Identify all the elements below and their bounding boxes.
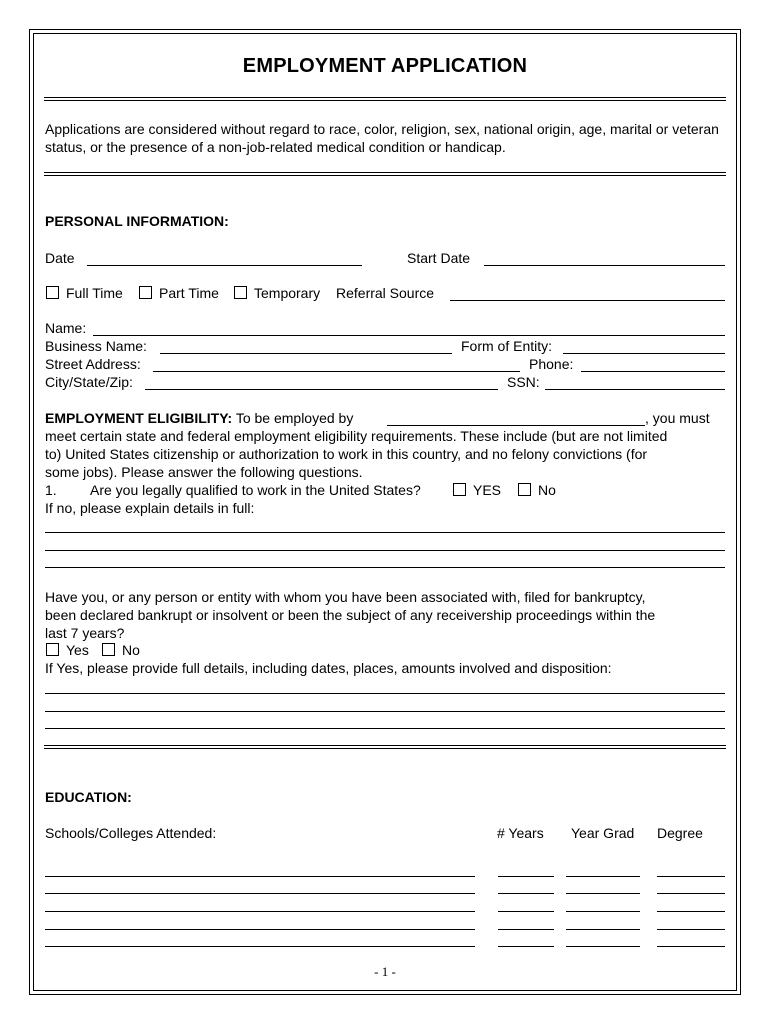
school-name-field[interactable]	[45, 946, 475, 947]
referral-source-label: Referral Source	[336, 285, 435, 301]
work-eligibility-no-checkbox[interactable]	[518, 483, 531, 496]
full-time-label: Full Time	[66, 285, 123, 301]
phone-label: Phone:	[529, 356, 574, 372]
employer-name-field[interactable]	[387, 425, 645, 426]
bankruptcy-no-checkbox[interactable]	[102, 643, 115, 656]
divider	[44, 172, 726, 176]
form-of-entity-label: Form of Entity:	[461, 338, 553, 354]
degree-field[interactable]	[657, 946, 725, 947]
bankruptcy-details-line[interactable]	[45, 711, 725, 712]
page-title: EMPLOYMENT APPLICATION	[242, 55, 528, 77]
explain-line[interactable]	[45, 567, 725, 568]
work-eligibility-no-label: No	[538, 482, 556, 498]
street-address-label: Street Address:	[45, 356, 141, 372]
education-heading: EDUCATION:	[45, 789, 132, 805]
years-field[interactable]	[498, 911, 554, 912]
eligibility-line-4: some jobs). Please answer the following questions.	[45, 464, 363, 480]
page-number: - 1 -	[374, 964, 396, 979]
year-grad-field[interactable]	[566, 929, 640, 930]
question-1-number: 1.	[45, 482, 57, 498]
year-grad-field[interactable]	[566, 911, 640, 912]
schools-attended-label: Schools/Colleges Attended:	[45, 825, 217, 841]
years-label: # Years	[497, 825, 544, 841]
divider	[44, 97, 726, 101]
part-time-checkbox[interactable]	[139, 286, 152, 299]
bankruptcy-line-1: Have you, or any person or entity with whom you have been associated with, filed for bankruptcy,	[45, 589, 646, 605]
degree-label: Degree	[657, 825, 703, 841]
eligibility-heading: EMPLOYMENT ELIGIBILITY:	[45, 410, 233, 426]
form-of-entity-field[interactable]	[563, 353, 725, 354]
eligibility-intro: To be employed by	[235, 410, 354, 426]
name-label: Name:	[45, 320, 87, 336]
eligibility-you-must: , you must	[645, 410, 710, 426]
year-grad-field[interactable]	[566, 946, 640, 947]
year-grad-label: Year Grad	[571, 825, 635, 841]
degree-field[interactable]	[657, 876, 725, 877]
bankruptcy-details-line[interactable]	[45, 728, 725, 729]
explain-line[interactable]	[45, 532, 725, 533]
explain-label: If no, please explain details in full:	[45, 500, 255, 516]
city-state-zip-label: City/State/Zip:	[45, 374, 133, 390]
temporary-label: Temporary	[254, 285, 321, 301]
bankruptcy-line-2: been declared bankrupt or insolvent or been the subject of any receivership proceedings within the	[45, 607, 656, 623]
street-address-field[interactable]	[153, 371, 520, 372]
bankruptcy-line-3: last 7 years?	[45, 625, 125, 641]
referral-source-field[interactable]	[450, 300, 725, 301]
date-field[interactable]	[87, 265, 362, 266]
eligibility-line-1	[45, 410, 353, 427]
bankruptcy-no-label: No	[122, 642, 140, 658]
bankruptcy-yes-checkbox[interactable]	[46, 643, 59, 656]
eligibility-line-3: to) United States citizenship or authorization to work in this country, and no felony convictions (for	[45, 446, 648, 462]
years-field[interactable]	[498, 946, 554, 947]
phone-field[interactable]	[581, 371, 725, 372]
school-name-field[interactable]	[45, 893, 475, 894]
personal-heading: PERSONAL INFORMATION:	[45, 213, 229, 229]
city-state-zip-field[interactable]	[145, 389, 498, 390]
explain-line[interactable]	[45, 550, 725, 551]
degree-field[interactable]	[657, 929, 725, 930]
ssn-label: SSN:	[507, 374, 540, 390]
bankruptcy-details-label: If Yes, please provide full details, including dates, places, amounts involved and disposition:	[45, 660, 612, 676]
years-field[interactable]	[498, 876, 554, 877]
business-name-label: Business Name:	[45, 338, 147, 354]
school-name-field[interactable]	[45, 876, 475, 877]
bankruptcy-yes-label: Yes	[66, 642, 89, 658]
start-date-field[interactable]	[484, 265, 725, 266]
degree-field[interactable]	[657, 911, 725, 912]
work-eligibility-yes-label: YES	[473, 482, 502, 498]
bankruptcy-details-line[interactable]	[45, 693, 725, 694]
intro-text: Applications are considered without regard to race, color, religion, sex, national origin, age, marital or veteran status, or the presence of a non-job-related medical condition or handicap.	[45, 121, 719, 155]
temporary-checkbox[interactable]	[234, 286, 247, 299]
divider	[44, 745, 726, 749]
part-time-label: Part Time	[159, 285, 219, 301]
degree-field[interactable]	[657, 893, 725, 894]
work-eligibility-yes-checkbox[interactable]	[453, 483, 466, 496]
date-label: Date	[45, 250, 75, 266]
school-name-field[interactable]	[45, 929, 475, 930]
ssn-field[interactable]	[545, 389, 725, 390]
start-date-label: Start Date	[407, 250, 471, 266]
eligibility-line-2: meet certain state and federal employment eligibility requirements. These include (but are not limited	[45, 428, 668, 444]
question-1-text: Are you legally qualified to work in the United States?	[90, 482, 421, 498]
school-name-field[interactable]	[45, 911, 475, 912]
years-field[interactable]	[498, 929, 554, 930]
year-grad-field[interactable]	[566, 876, 640, 877]
name-field[interactable]	[93, 335, 725, 336]
full-time-checkbox[interactable]	[46, 286, 59, 299]
years-field[interactable]	[498, 893, 554, 894]
business-name-field[interactable]	[160, 353, 452, 354]
year-grad-field[interactable]	[566, 893, 640, 894]
